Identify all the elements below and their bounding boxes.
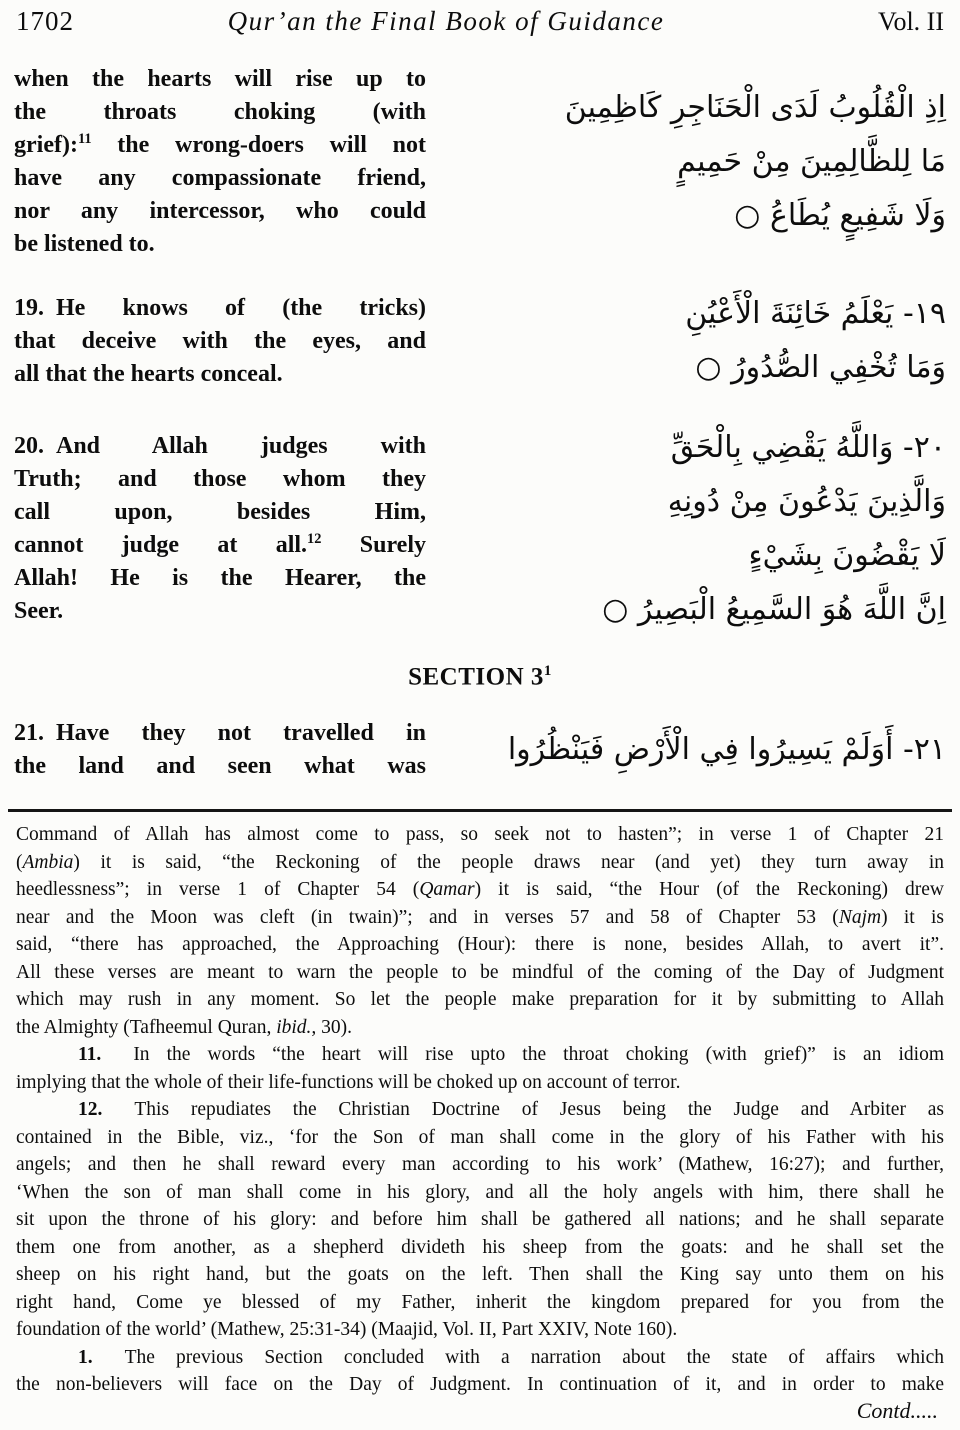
english-line: the land and seen what was: [14, 753, 426, 780]
verses-area: [14, 63, 946, 783]
english-line: call upon, besides Him,: [14, 499, 426, 525]
english-line: the throats choking (with: [14, 99, 426, 125]
verse-row: [14, 287, 946, 395]
arabic-line: ۲۱- أَوَلَمْ يَسِيرُوا فِي الْأَرْضِ فَيَنْظُرُوا: [507, 732, 946, 768]
section-footnote-ref: 1: [543, 663, 552, 679]
volume-label: Vol. II: [878, 7, 944, 36]
english-line: cannot judge at all.$^{12}$ Surely: [14, 531, 426, 558]
arabic-line: اِذِ الْقُلُوبُ لَدَى الْحَنَاجِرِ كَاظِمِينَ: [564, 90, 946, 125]
footnote-line: right hand, Come ye blessed of my Father, inherit the kingdom prepared for you from the: [16, 1291, 944, 1313]
footnote-line: which may rush in any moment. So let the people make preparation for it by submitting to Allah: [16, 989, 944, 1011]
arabic-line: لَا يَقْضُونَ بِشَيْءٍ: [748, 538, 946, 573]
section-label: SECTION 3: [408, 663, 544, 691]
footnote-line: Command of Allah has almost come to pass, so seek not to hasten”; in verse 1 of Chapter 21: [16, 824, 944, 846]
footnote-line: ‘When the son of man shall come in his glory, and all the holy angels with him, there shall he: [16, 1181, 944, 1203]
verse-row: [14, 63, 946, 261]
english-line: Allah! He is the Hearer, the: [14, 565, 426, 591]
arabic-line: اِنَّ اللَّهَ هُوَ السَّمِيعُ الْبَصِيرُ ○: [602, 592, 946, 627]
arabic-line: ۱۹- يَعْلَمُ خَائِنَةَ الْأَعْيُنِ: [685, 296, 946, 331]
footnote-line: the Almighty (Tafheemul Quran, ibid., 30).: [16, 1016, 353, 1038]
footnote-line: (Ambia) it is said, “the Reckoning of the people draws near (and yet) they turn away in: [16, 851, 944, 873]
footnote-line: the non-believers will face on the Day of Judgment. In continuation of it, and in order to make: [16, 1374, 944, 1396]
footnote-separator: [8, 809, 952, 812]
arabic-line: ۲۰- وَاللَّهُ يَقْضِي بِالْحَقِّ: [670, 430, 946, 465]
footnote-line: sit upon the throne of his glory: and before him shall be gathered all nations; and he shall separate: [16, 1209, 944, 1231]
english-line: Truth; and those whom they: [14, 466, 426, 492]
arabic-line: وَمَا تُخْفِي الصُّدُورُ ○: [695, 350, 946, 385]
footnote-line: foundation of the world’ (Mathew, 25:31-34) (Maajid, Vol. II, Part XXIV, Note 160).: [16, 1319, 678, 1341]
footnote-number: 12.: [78, 1099, 103, 1121]
english-verse: [14, 717, 426, 783]
footnotes: [14, 821, 946, 1399]
contd-label: Contd.....: [856, 1398, 938, 1423]
footnote-line: 11. In the words “the heart will rise upto the throat choking (with grief)” is an idiom: [78, 1044, 944, 1066]
footnote-line: implying that the whole of their life-functions will be choked up on account of terror.: [16, 1071, 681, 1093]
english-line: be listened to.: [14, 231, 155, 257]
verse-row: [14, 421, 946, 637]
arabic-line: مَا لِلظَّالِمِينَ مِنْ حَمِيمٍ: [677, 144, 946, 179]
footnote-line: angels; and then he shall reward every man according to his work’ (Mathew, 16:27); and further,: [16, 1154, 944, 1176]
english-line: grief):$^{11}$ the wrong-doers will not: [14, 131, 426, 158]
footnote-line: 12. This repudiates the Christian Doctrine of Jesus being the Judge and Arbiter as: [78, 1099, 944, 1121]
english-line: nor any intercessor, who could: [14, 198, 426, 224]
verses-bottom: [14, 717, 946, 783]
footnote-line: All these verses are meant to warn the people to be mindful of the coming of the Day of Judgment: [16, 961, 944, 983]
english-verse: [14, 63, 426, 261]
page-header: [14, 6, 946, 37]
english-line: that deceive with the eyes, and: [14, 327, 426, 354]
page-title: Qur’an the Final Book of Guidance: [227, 6, 665, 36]
footnote-number: 1.: [78, 1346, 93, 1368]
arabic-line: وَالَّذِينَ يَدْعُونَ مِنْ دُونِهِ: [667, 484, 946, 519]
footnote-line: near and the Moon was cleft (in twain)”; and in verses 57 and 58 of Chapter 53 (Najm) it is: [16, 906, 945, 928]
footnote-line: them one from another, as a shepherd divideth his sheep from the goats: and he shall set the: [16, 1236, 944, 1258]
footnote-number: 11.: [78, 1044, 102, 1066]
english-line: have any compassionate friend,: [14, 165, 426, 191]
arabic-verse: [442, 421, 946, 637]
verse-row: [14, 717, 946, 783]
english-line: 20. And Allah judges with: [14, 433, 426, 459]
english-line: when the hearts will rise up to: [14, 66, 426, 92]
page-number: 1702: [16, 6, 74, 36]
arabic-verse: [442, 81, 946, 243]
arabic-line: وَلَا شَفِيعٍ يُطَاعُ ○: [734, 198, 946, 233]
footnote-line: sheep on his right hand, but the goats on the left. Then shall the King say unto them on his: [16, 1264, 944, 1286]
arabic-verse: [442, 723, 946, 777]
english-line: all that the hearts conceal.: [14, 360, 283, 387]
english-line: 21. Have they not travelled in: [14, 720, 426, 747]
english-verse: [14, 430, 426, 628]
footnote-line: heedlessness”; in verse 1 of Chapter 54 (Qamar) it is said, “the Hour (of the Reckoning) drew: [16, 879, 944, 901]
english-verse: [14, 292, 426, 391]
footnote-line: contained in the Bible, viz., ‘for the Son of man shall come in the glory of his Father with his: [16, 1126, 944, 1148]
english-line: Seer.: [14, 598, 64, 624]
footnote-line: said, “there has approached, the Approaching (Hour): there is none, besides Allah, to avert it”.: [16, 934, 944, 956]
english-line: 19. He knows of (the tricks): [14, 294, 426, 321]
footnote-line: 1. The previous Section concluded with a narration about the state of affairs which: [78, 1346, 944, 1368]
verses-top: [14, 63, 946, 637]
section-heading: [14, 663, 946, 691]
arabic-verse: [442, 287, 946, 395]
